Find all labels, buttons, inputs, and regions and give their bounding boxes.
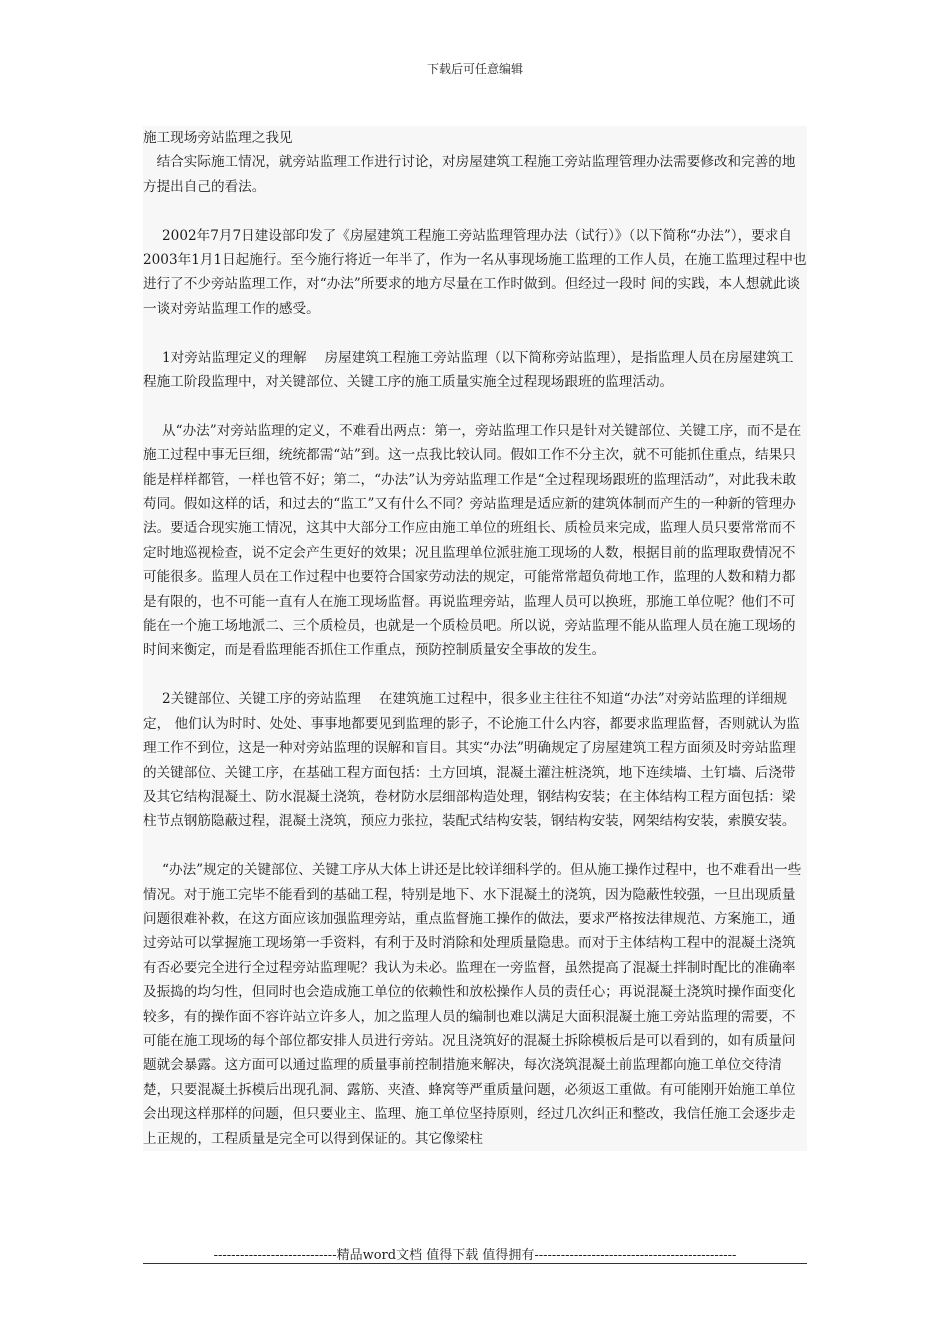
- article-intro: 结合实际施工情况，就旁站监理工作进行讨论，对房屋建筑工程施工旁站监理管理办法需要修改和完善的地方提出自己的看法。: [143, 154, 796, 195]
- paragraph-2: 1对旁站监理定义的理解 房屋建筑工程施工旁站监理（以下简称旁站监理），是指监理人员在房屋建筑工程施工阶段监理中，对关键部位、关键工序的施工质量实施全过程现场跟班的监理活动。: [143, 349, 794, 391]
- page-footer: ----------------------------精品word文档 值得下载 值得拥有----------------------------------------------: [213, 1248, 737, 1263]
- article-body: [143, 126, 807, 1151]
- paragraph-1: 2002年7月7日建设部印发了《房屋建筑工程施工旁站监理管理办法（试行）》（以下简称“办法”），要求自2003年1月1日起施行。至今施行将近一年半了，作为一名从事现场施工监理的工作人员，在施工监理过程中也进行了不少旁站监理工作，对“办法”所要求的地方尽量在工作时做到。但经过一段时 间的实践，本人想就此谈一谈对旁站监理工作的感受。: [143, 227, 807, 317]
- article-title: 施工现场旁站监理之我见: [143, 130, 293, 146]
- paragraph-3: 从“办法”对旁站监理的定义，不难看出两点：第一，旁站监理工作只是针对关键部位、关键工序，而不是在施工过程中事无巨细，统统都需“站”到。这一点我比较认同。假如工作不分主次，就不可能抓住重点，结果只能是样样都管，一样也管不好；第二，“办法”认为旁站监理工作是“全过程现场跟班的监理活动”，对此我未敢苟同。假如这样的话，和过去的“监工”又有什么不同？旁站监理是适应新的建筑体制而产生的一种新的管理办法。要适合现实施工情况，这其中大部分工作应由施工单位的班组长、质检员来完成，监理人员只要常常而不定时地巡视检查，说不定会产生更好的效果；况且监理单位派驻施工现场的人数，根据目前的监理取费情况不可能很多。监理人员在工作过程中也要符合国家劳动法的规定，可能常常超负荷地工作，监理的人数和精力都是有限的，也不可能一直有人在施工现场监督。再说监理旁站，监理人员可以换班，那施工单位呢？他们不可能在一个施工场地派二、三个质检员，也就是一个质检员吧。所以说，旁站监理不能从监理人员在施工现场的时间来衡定，而是看监理能否抓住工作重点，预防控制质量安全事故的发生。: [143, 422, 802, 659]
- page-header: 下载后可任意编辑: [426, 62, 523, 76]
- paragraph-4: 2关键部位、关键工序的旁站监理 在建筑施工过程中，很多业主往往不知道“办法”对旁站监理的详细规定， 他们认为时时、处处、事事地都要见到监理的影子，不论施工什么内容，都要求监理监督，否则就认为监理工作不到位，这是一种对旁站监理的误解和盲目。其实“办法”明确规定了房屋建筑工程方面须及时旁站监理的关键部位、关键工序，在基础工程方面包括：土方回填，混凝土灌注桩浇筑，地下连续墙、土钉墙、后浇带及其它结构混凝土、防水混凝土浇筑，卷材防水层细部构造处理，钢结构安装；在主体结构工程方面包括：梁柱节点钢筋隐蔽过程，混凝土浇筑，预应力张拉，装配式结构安装，钢结构安装，网架结构安装，索膜安装。: [143, 691, 800, 830]
- paragraph-5: “办法”规定的关键部位、关键工序从大体上讲还是比较详细科学的。但从施工操作过程中，也不难看出一些情况。对于施工完毕不能看到的基础工程，特别是地下、水下混凝土的浇筑，因为隐蔽性较强，一旦出现质量问题很难补救，在这方面应该加强监理旁站，重点监督施工操作的做法，要求严格按法律规范、方案施工，通过旁站可以掌握施工现场第一手资料，有利于及时消除和处理质量隐患。而对于主体结构工程中的混凝土浇筑有否必要完全进行全过程旁站监理呢？我认为未必。监理在一旁监督，虽然提高了混凝土拌制时配比的准确率及振捣的均匀性，但同时也会造成施工单位的依赖性和放松操作人员的责任心；再说混凝土浇筑时操作面变化较多，有的操作面不容许站立许多人，加之监理人员的编制也难以满足大面积混凝土施工旁站监理的需要，不可能在施工现场的每个部位都安排人员进行旁站。况且浇筑好的混凝土拆除模板后是可以看到的，如有质量问题就会暴露。这方面可以通过监理的质量事前控制措施来解决，每次浇筑混凝土前监理都向施工单位交待清楚，只要混凝土拆模后出现孔洞、露筋、夹渣、蜂窝等严重质量问题，必须返工重做。有可能刚开始施工单位会出现这样那样的问题，但只要业主、监理、施工单位坚持原则，经过几次纠正和整改，我信任施工会逐步走上正规的，工程质量是完全可以得到保证的。其它像梁柱: [143, 862, 802, 1147]
- footer-divider: [143, 1263, 807, 1264]
